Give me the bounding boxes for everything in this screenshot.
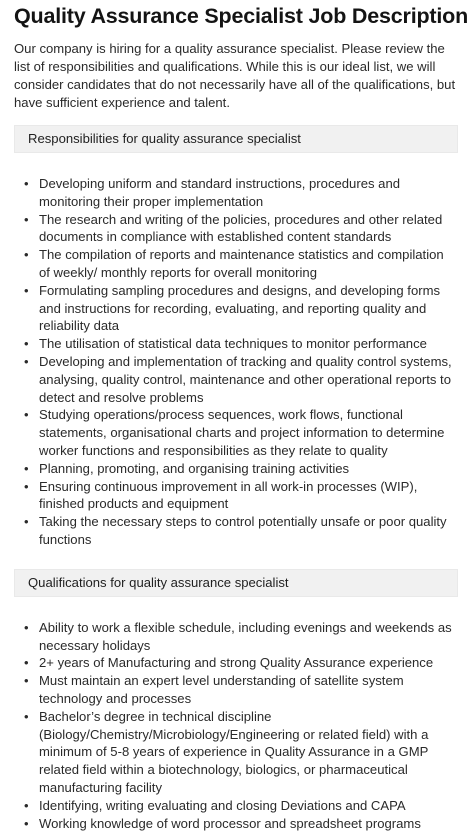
bullet-icon: • bbox=[24, 815, 29, 832]
qualifications-heading: Qualifications for quality assurance specialist bbox=[14, 569, 458, 597]
list-item-text: Studying operations/process sequences, work flows, functional statements, organisational charts and project information to determine worker functions and responsibilities as they relate to quality bbox=[39, 407, 444, 458]
list-item-text: Must maintain an expert level understanding of satellite system technology and processes bbox=[39, 673, 404, 706]
bullet-icon: • bbox=[24, 513, 29, 531]
list-item-text: The compilation of reports and maintenance statistics and compilation of weekly/ monthly reports for overall monitoring bbox=[39, 247, 444, 280]
bullet-icon: • bbox=[24, 246, 29, 264]
intro-paragraph: Our company is hiring for a quality assurance specialist. Please review the list of responsibilities and qualifications. While this is our ideal list, we will consider candidates that do not necessarily have all of the qualifications, but have sufficient experience and talent. bbox=[14, 40, 458, 112]
bullet-icon: • bbox=[24, 708, 29, 726]
list-item-text: Taking the necessary steps to control potentially unsafe or poor quality functions bbox=[39, 514, 447, 547]
bullet-icon: • bbox=[24, 353, 29, 371]
list-item-text: 2+ years of Manufacturing and strong Quality Assurance experience bbox=[39, 655, 433, 670]
list-item bbox=[14, 353, 458, 406]
list-item bbox=[14, 619, 458, 655]
page-title: Quality Assurance Specialist Job Description bbox=[14, 0, 458, 29]
responsibilities-heading: Responsibilities for quality assurance specialist bbox=[14, 125, 458, 153]
list-item-text: The utilisation of statistical data techniques to monitor performance bbox=[39, 336, 427, 351]
list-item bbox=[14, 406, 458, 459]
list-item-text: Developing and implementation of tracking and quality control systems, analysing, quality control, maintenance and other operational reports to detect and resolve problems bbox=[39, 354, 452, 405]
list-item-text: Working knowledge of word processor and spreadsheet programs bbox=[39, 816, 421, 831]
list-item bbox=[14, 246, 458, 282]
list-item bbox=[14, 708, 458, 797]
list-item-text: Bachelor’s degree in technical discipline (Biology/Chemistry/Microbiology/Engineering or related field) with a minimum of 5-8 years of experience in Quality Assurance in a GMP related field within a biotechnology, biologics, or pharmaceutical manufacturing facility bbox=[39, 709, 428, 795]
list-item-text: Developing uniform and standard instructions, procedures and monitoring their proper implementation bbox=[39, 176, 400, 209]
list-item bbox=[14, 654, 458, 672]
list-item-text: The research and writing of the policies, procedures and other related documents in compliance with established content standards bbox=[39, 212, 442, 245]
list-item bbox=[14, 672, 458, 708]
list-item-text: Ability to work a flexible schedule, including evenings and weekends as necessary holidays bbox=[39, 620, 452, 653]
list-item-text: Formulating sampling procedures and designs, and developing forms and instructions for recording, evaluating, and reporting quality and reliability data bbox=[39, 283, 440, 334]
bullet-icon: • bbox=[24, 672, 29, 690]
bullet-icon: • bbox=[24, 797, 29, 815]
qualifications-list bbox=[14, 619, 458, 832]
bullet-icon: • bbox=[24, 335, 29, 353]
bullet-icon: • bbox=[24, 619, 29, 637]
list-item bbox=[14, 282, 458, 335]
bullet-icon: • bbox=[24, 406, 29, 424]
bullet-icon: • bbox=[24, 478, 29, 496]
list-item bbox=[14, 175, 458, 211]
list-item bbox=[14, 211, 458, 247]
bullet-icon: • bbox=[24, 282, 29, 300]
list-item bbox=[14, 513, 458, 549]
bullet-icon: • bbox=[24, 460, 29, 478]
responsibilities-list bbox=[14, 175, 458, 549]
bullet-icon: • bbox=[24, 211, 29, 229]
list-item-text: Planning, promoting, and organising training activities bbox=[39, 461, 349, 476]
list-item bbox=[14, 478, 458, 514]
list-item bbox=[14, 460, 458, 478]
list-item-text: Ensuring continuous improvement in all work-in processes (WIP), finished products and equipment bbox=[39, 479, 417, 512]
list-item bbox=[14, 335, 458, 353]
bullet-icon: • bbox=[24, 175, 29, 193]
list-item-text: Identifying, writing evaluating and closing Deviations and CAPA bbox=[39, 798, 406, 813]
list-item bbox=[14, 815, 458, 832]
list-item bbox=[14, 797, 458, 815]
bullet-icon: • bbox=[24, 654, 29, 672]
